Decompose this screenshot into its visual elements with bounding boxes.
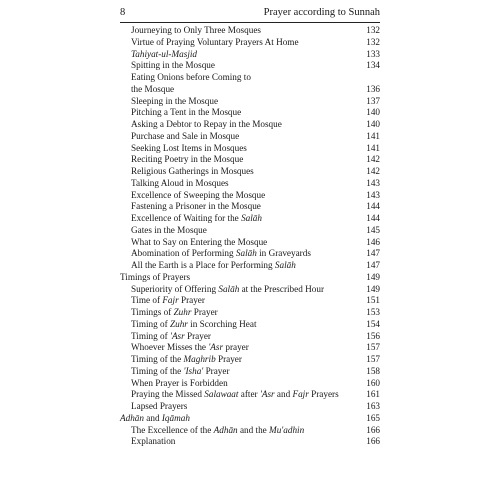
toc-entry-title [131, 178, 229, 188]
page-number: 8 [120, 7, 126, 18]
toc-entry [120, 225, 380, 237]
toc-page-number: 163 [366, 401, 380, 411]
toc-page-number: 154 [366, 318, 380, 329]
toc-entry [120, 213, 380, 225]
toc-entry [120, 143, 380, 155]
toc-text: Timing of the [131, 365, 184, 376]
toc-entry-title [131, 237, 267, 247]
toc-entry [120, 49, 380, 61]
toc-page-number: 141 [366, 130, 380, 141]
toc-text: Abomination of Performing [131, 248, 236, 259]
toc-italic-term: Adhān [213, 424, 238, 435]
toc-entry [120, 436, 380, 448]
toc-text: Excellence of Waiting for the [131, 213, 242, 223]
toc-page-number: 141 [366, 142, 380, 153]
toc-entry-title [131, 319, 257, 329]
toc-entry-title [131, 37, 299, 47]
toc-italic-term: Salāh [241, 213, 262, 223]
toc-italic-term: Zuhr [169, 318, 188, 329]
toc-entry [120, 201, 380, 213]
toc-text: Religious Gatherings in Mosques [131, 166, 254, 176]
toc-text: Journeying to Only Three Mosques [131, 25, 261, 35]
toc-entry [120, 331, 380, 343]
toc-entry [120, 260, 380, 272]
toc-page-number: 144 [366, 213, 380, 223]
toc-text: Prayers [308, 389, 339, 400]
toc-page-number: 140 [366, 107, 380, 118]
toc-text: Reciting Poetry in the Mosque [131, 154, 244, 165]
toc-text: Praying the Missed [131, 389, 205, 400]
toc-entry [120, 190, 380, 202]
toc-text: Prayer [191, 307, 218, 317]
toc-page-number: 145 [366, 224, 380, 235]
toc-page-number: 137 [366, 95, 380, 106]
toc-entry [120, 319, 380, 331]
toc-entry-title [131, 342, 249, 352]
toc-text: Prayer [178, 295, 205, 306]
toc-entry-title [131, 225, 207, 235]
toc-text: Timing of [131, 330, 170, 341]
toc-entry [120, 366, 380, 378]
toc-text: Sleeping in the Mosque [131, 95, 219, 106]
toc-text: Excellence of Sweeping the Mosque [131, 189, 266, 200]
toc-entry [120, 154, 380, 166]
toc-page-number: 156 [366, 330, 380, 341]
toc-italic-term: Fajr [162, 295, 179, 306]
toc-text: Timing of the [131, 354, 184, 364]
toc-entry-title [131, 166, 254, 176]
toc-page-number: 166 [366, 424, 380, 435]
toc-italic-term: Salāh [274, 260, 296, 270]
toc-text: Purchase and Sale in Mosque [131, 130, 240, 141]
toc-entry-title [131, 331, 211, 341]
toc-entry [120, 342, 380, 354]
toc-page-number: 157 [366, 342, 380, 353]
toc-text: in Scorching Heat [187, 318, 257, 329]
toc-text: Eating Onions before Coming to [131, 72, 251, 82]
toc-entry-title [131, 96, 218, 106]
toc-entry-title [131, 107, 241, 117]
toc-italic-term: Salāh [235, 248, 257, 259]
toc-italic-term: 'Isha' [183, 365, 204, 376]
toc-page-number: 147 [366, 248, 380, 259]
toc-page-number: 134 [366, 60, 380, 71]
toc-entry [120, 378, 380, 390]
toc-text: Timings of Prayers [120, 271, 191, 282]
toc-text: Virtue of Praying Voluntary Prayers At Home [131, 36, 299, 47]
toc-entry-title-continued: the Mosque [131, 83, 175, 94]
toc-entry [120, 166, 380, 178]
book-page [120, 0, 380, 500]
toc-page-number: 133 [366, 48, 380, 59]
toc-section-heading [120, 413, 380, 425]
toc-italic-term: Salawaat [204, 389, 239, 400]
toc-entry-title [131, 354, 242, 364]
toc-page-number: 158 [366, 365, 380, 376]
toc-entry [120, 96, 380, 108]
toc-entry-title [131, 131, 239, 141]
toc-entry-title [131, 401, 187, 411]
toc-italic-term: Adhān [120, 412, 144, 423]
toc-italic-term: 'Asr [208, 342, 224, 353]
toc-text: Lapsed Prayers [131, 401, 188, 411]
toc-entry-title [131, 143, 247, 153]
toc-entry [120, 354, 380, 366]
toc-text: and [274, 389, 293, 400]
toc-page-number: 142 [366, 154, 380, 165]
toc-text: Fastening a Prisoner in the Mosque [131, 201, 261, 212]
toc-text: The Excellence of the [131, 424, 214, 435]
toc-entry [120, 119, 380, 131]
toc-page-number: 136 [366, 83, 380, 94]
toc-page-number: 149 [366, 283, 380, 294]
toc-text: in Graveyards [256, 248, 311, 259]
toc-entry-title [131, 389, 339, 399]
toc-page-number: 144 [366, 201, 380, 212]
toc-entry [120, 60, 380, 72]
toc-text: at the Prescribed Hour [239, 283, 324, 294]
toc-text: What to Say on Entering the Mosque [131, 236, 268, 247]
toc-text: Prayer [184, 330, 211, 341]
toc-text: Timing of [131, 318, 170, 329]
toc-entry-title [131, 119, 282, 129]
toc-text: and the [237, 424, 270, 435]
toc-entry [120, 284, 380, 296]
toc-entry [120, 295, 380, 307]
toc-entry-title [131, 425, 304, 435]
toc-entry [120, 401, 380, 413]
toc-page-number: 166 [366, 436, 380, 447]
toc-entry-title [131, 284, 324, 294]
toc-entry-title [120, 272, 190, 282]
toc-italic-term: 'Asr [259, 389, 275, 400]
toc-text: All the Earth is a Place for Performing [131, 260, 275, 270]
toc-text: Explanation [131, 436, 176, 447]
toc-entry-title [120, 413, 190, 423]
toc-text: Seeking Lost Items in Mosques [131, 142, 247, 153]
toc-entry [120, 237, 380, 249]
toc-page-number: 151 [366, 295, 380, 306]
toc-entry-title [131, 260, 296, 270]
toc-text: Talking Aloud in Mosques [131, 177, 229, 188]
toc-entry [120, 72, 380, 96]
toc-text: Gates in the Mosque [131, 224, 207, 235]
toc-text: Asking a Debtor to Repay in the Mosque [131, 119, 282, 129]
toc-text: Prayer [203, 365, 230, 376]
toc-entry-title [131, 201, 261, 211]
toc-italic-term: Salāh [218, 283, 240, 294]
toc-entry-title [131, 72, 251, 82]
toc-italic-term: Fajr [292, 389, 309, 400]
toc-page-number: 146 [366, 236, 380, 247]
toc-page-number: 143 [366, 189, 380, 200]
toc-page-number: 142 [366, 166, 380, 176]
toc-text: Pitching a Tent in the Mosque [131, 107, 242, 118]
toc-italic-term: Zuhr [173, 307, 192, 317]
page-header [120, 6, 380, 20]
toc-section-heading [120, 272, 380, 284]
toc-entry [120, 37, 380, 49]
toc-page-number: 140 [366, 119, 380, 129]
toc-entry-title [131, 190, 265, 200]
toc-entry-title [131, 436, 175, 446]
toc-page-number: 157 [366, 354, 380, 364]
toc-text: Spitting in the Mosque [131, 60, 215, 71]
toc-entry-title [131, 366, 230, 376]
toc-page-number: 161 [366, 389, 380, 400]
toc-page-number: 147 [366, 260, 380, 270]
running-title: Prayer according to Sunnah [263, 7, 380, 18]
toc-italic-term: 'Asr [169, 330, 185, 341]
toc-entry-title [131, 49, 197, 59]
toc-entry-title [131, 25, 261, 35]
toc-text: Time of [131, 295, 163, 306]
toc-page-number: 132 [366, 25, 380, 35]
toc-entry-title [131, 295, 205, 305]
toc-entry-title [131, 60, 215, 70]
toc-italic-term: Iqāmah [161, 412, 190, 423]
toc-entry [120, 131, 380, 143]
toc-entry [120, 425, 380, 437]
toc-entry [120, 178, 380, 190]
toc-page-number: 160 [366, 377, 380, 388]
toc-entry [120, 389, 380, 401]
toc-entry-title [131, 378, 228, 388]
toc-entry [120, 107, 380, 119]
toc-text: Superiority of Offering [131, 283, 219, 294]
toc-text: prayer [223, 342, 249, 353]
header-rule [120, 22, 380, 23]
toc-page-number: 143 [366, 177, 380, 188]
toc-text: Timings of [131, 307, 174, 317]
toc-page-number: 149 [366, 271, 380, 282]
toc-italic-term: Maghrib [183, 354, 216, 364]
table-of-contents [120, 25, 380, 448]
toc-entry-title [131, 307, 218, 317]
toc-entry [120, 248, 380, 260]
toc-entry-title [131, 248, 311, 258]
toc-page-number: 153 [366, 307, 380, 317]
toc-entry-title [131, 213, 262, 223]
toc-text: and [144, 412, 162, 423]
toc-text: Prayer [215, 354, 242, 364]
toc-page-number: 165 [366, 412, 380, 423]
toc-text: When Prayer is Forbidden [131, 377, 228, 388]
toc-entry [120, 307, 380, 319]
toc-italic-term: Mu'adhin [269, 424, 305, 435]
toc-italic-term: Tahiyat-ul-Masjid [131, 48, 198, 59]
toc-text: after [238, 389, 260, 400]
toc-page-number: 132 [366, 36, 380, 47]
toc-entry-title [131, 154, 243, 164]
toc-entry [120, 25, 380, 37]
toc-text: Whoever Misses the [131, 342, 209, 353]
